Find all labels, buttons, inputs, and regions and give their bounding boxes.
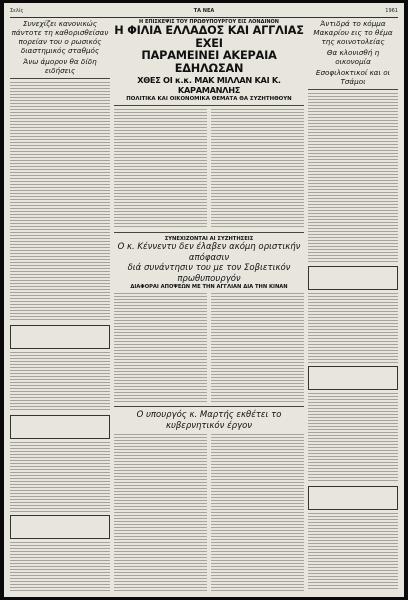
left-article-body-4 [10,542,110,591]
left-article-body-3 [10,442,110,512]
issue-date: 1961 [385,8,398,14]
mid-subheadline: ΠΟΛΙΤΙΚΑ ΚΑΙ ΟΙΚΟΝΟΜΙΚΑ ΘΕΜΑΤΑ ΘΑ ΣΥΖΗΤΗΘΟΥΝ [126,96,292,102]
mid-headline-1: Η ΦΙΛΙΑ ΕΛΛΑΔΟΣ ΚΑΙ ΑΓΓΛΙΑΣ ΕΧΕΙ [114,24,304,50]
newspaper-name: ΤΑ ΝΕΑ [193,8,215,14]
right-column [308,19,398,591]
right-top-headline: Άντιδρά το κόμμα Μακαρίου εις το θέμα της κοινοτολείας [313,19,393,46]
mid-story-2-body [114,293,304,403]
right-article-body [308,93,398,263]
right-article-body-3 [308,393,398,483]
newspaper-page [4,3,404,597]
right-boxed-headline [308,266,398,290]
left-top-headline-2: Άνω άμορον θα δίδη ειδήσεις [23,57,97,75]
right-top-headline-2: Θα κλονισθή η οικονομία [326,48,380,66]
mid-headline-2: ΠΑΡΑΜΕΙΝΕΙ ΑΚΕΡΑΙΑ ΕΔΗΛΩΣΑΝ [141,49,277,75]
mid-column [114,19,304,591]
masthead [10,7,398,18]
right-top-headline-3: Εσοφιλοκτικοί και οι Τσάμοι [315,68,391,86]
left-boxed-headline-2 [10,415,110,439]
right-boxed-headline-3 [308,486,398,510]
right-article-body-2 [308,293,398,363]
mid-kicker: Η ΕΠΙΣΚΕΨΙΣ ΤΟΥ ΠΡΩΘΥΠΟΥΡΓΟΥ ΕΙΣ ΛΟΝΔΙΝΟΝ [139,19,279,25]
mid-story-1-body [114,109,304,229]
right-boxed-headline-2 [308,366,398,390]
page-number: Σελίς [10,8,24,14]
mid-story-2-subheadline: ΔΙΑΦΟΡΑΙ ΑΠΟΨΕΩΝ ΜΕ ΤΗΝ ΑΓΓΛΙΑΝ ΔΙΑ ΤΗΝ ΚΙΝΑΝ [130,284,288,290]
left-boxed-headline [10,325,110,349]
left-article-body-2 [10,352,110,412]
left-boxed-headline-3 [10,515,110,539]
mid-story-2-headline-2: διά συνάντησιν του με τον Σοβιετικόν πρωθυπουργόν [127,263,291,284]
mid-story-2-kicker: ΣΥΝΕΧΙΖΟΝΤΑΙ ΑΙ ΣΥΖΗΤΗΣΕΙΣ [164,236,254,242]
mid-story-3-headline: Ο υπουργός κ. Μαρτής εκθέτει το κυβερνητικόν έργον [136,410,282,431]
left-article-body [10,82,110,322]
left-column [10,19,110,591]
right-article-body-4 [308,513,398,591]
mid-story-2-headline-1: Ο κ. Κέννεντυ δεν έλαβεν ακόμη οριστικήν απόφασιν [117,242,301,263]
mid-story-3-body [114,434,304,591]
left-top-headline: Συνεχίζει κανονικώς πάντοτε τη καθορισθείσαν πορείαν του ο ρωσικός διαστημικός σταθμός [11,19,109,55]
mid-headline-3: ΧΘΕΣ ΟΙ κ.κ. ΜΑΚ ΜΙΛΛΑΝ ΚΑΙ Κ. ΚΑΡΑΜΑΝΛΗΣ [137,75,281,95]
